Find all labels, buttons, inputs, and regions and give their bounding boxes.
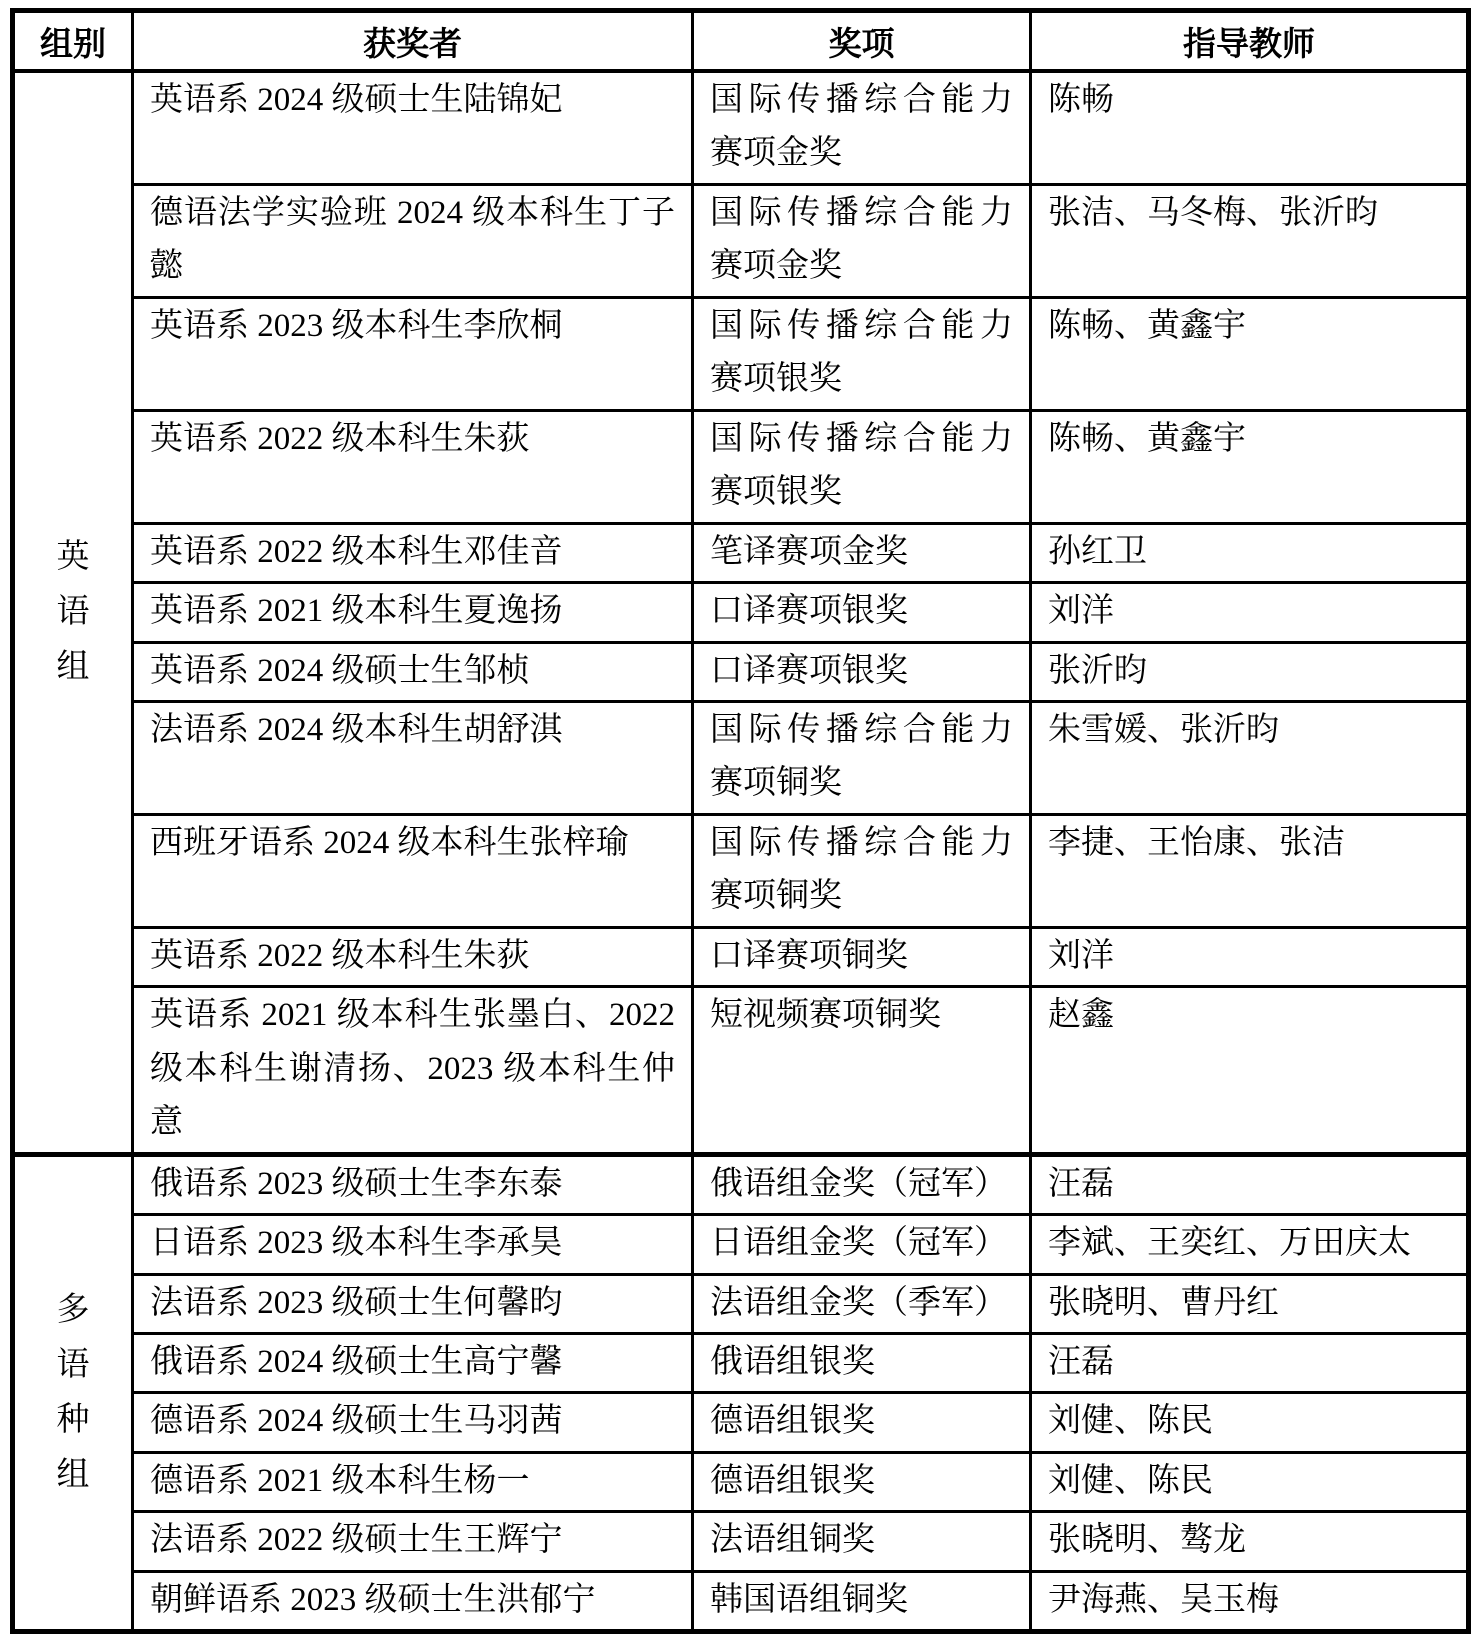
table-row xyxy=(13,583,1469,642)
teacher-cell: 张洁、马冬梅、张沂昀 xyxy=(1031,184,1469,297)
award-line: 赛项铜奖 xyxy=(710,765,842,802)
award-cell xyxy=(693,1393,1031,1452)
winner-cell: 德语法学实验班 2024 级本科生丁子懿 xyxy=(133,184,693,297)
winner-cell: 英语系 2021 级本科生张墨白、2022 级本科生谢清扬、2023 级本科生仲意 xyxy=(133,987,693,1154)
teacher-cell: 赵鑫 xyxy=(1031,987,1469,1154)
table-row xyxy=(13,1154,1469,1214)
award-line: 德语组银奖 xyxy=(710,1403,875,1440)
teacher-cell: 孙红卫 xyxy=(1031,523,1469,582)
teacher-cell: 李斌、王奕红、万田庆太 xyxy=(1031,1215,1469,1274)
award-cell xyxy=(693,1215,1031,1274)
winner-cell: 英语系 2023 级本科生李欣桐 xyxy=(133,297,693,410)
column-header-0: 组别 xyxy=(13,11,133,72)
winner-cell: 朝鲜语系 2023 级硕士生洪郁宁 xyxy=(133,1571,693,1631)
table-row xyxy=(13,297,1469,410)
winner-cell: 德语系 2021 级本科生杨一 xyxy=(133,1452,693,1511)
teacher-cell: 刘洋 xyxy=(1031,927,1469,986)
award-cell xyxy=(693,410,1031,523)
award-line: 国际传播综合能力 xyxy=(710,82,1013,118)
teacher-cell: 张晓明、曹丹红 xyxy=(1031,1274,1469,1333)
award-cell xyxy=(693,1512,1031,1571)
teacher-cell: 陈畅、黄鑫宇 xyxy=(1031,410,1469,523)
award-cell xyxy=(693,1452,1031,1511)
award-cell xyxy=(693,814,1031,927)
group-label-char: 英 xyxy=(56,538,90,575)
award-line: 赛项金奖 xyxy=(710,248,842,285)
table-header-row xyxy=(13,11,1469,72)
award-line: 俄语组银奖 xyxy=(710,1343,875,1380)
table-row xyxy=(13,987,1469,1154)
table-row xyxy=(13,410,1469,523)
table-row xyxy=(13,71,1469,184)
teacher-cell: 朱雪媛、张沂昀 xyxy=(1031,701,1469,814)
teacher-cell: 尹海燕、吴玉梅 xyxy=(1031,1571,1469,1631)
award-cell xyxy=(693,1571,1031,1631)
table-row xyxy=(13,814,1469,927)
teacher-cell: 刘健、陈民 xyxy=(1031,1452,1469,1511)
award-cell xyxy=(693,927,1031,986)
winner-cell: 法语系 2022 级硕士生王辉宁 xyxy=(133,1512,693,1571)
teacher-cell: 刘健、陈民 xyxy=(1031,1393,1469,1452)
table-row xyxy=(13,1215,1469,1274)
award-cell xyxy=(693,701,1031,814)
teacher-cell: 张沂昀 xyxy=(1031,642,1469,701)
winner-cell: 俄语系 2023 级硕士生李东泰 xyxy=(133,1154,693,1214)
table-row xyxy=(13,523,1469,582)
winner-cell: 法语系 2023 级硕士生何馨昀 xyxy=(133,1274,693,1333)
table-row xyxy=(13,1452,1469,1511)
award-line: 法语组金奖（季军） xyxy=(710,1284,1007,1321)
teacher-cell: 李捷、王怡康、张洁 xyxy=(1031,814,1469,927)
group-label-char: 语 xyxy=(56,593,90,630)
winner-cell: 西班牙语系 2024 级本科生张梓瑜 xyxy=(133,814,693,927)
winner-cell: 英语系 2022 级本科生朱荻 xyxy=(133,927,693,986)
group-label-cell xyxy=(13,1154,133,1632)
winner-cell: 英语系 2022 级本科生邓佳音 xyxy=(133,523,693,582)
table-row xyxy=(13,1571,1469,1631)
column-header-1: 获奖者 xyxy=(133,11,693,72)
award-line: 口译赛项银奖 xyxy=(710,593,908,630)
award-line: 赛项银奖 xyxy=(710,474,842,511)
winner-cell: 英语系 2024 级硕士生邹桢 xyxy=(133,642,693,701)
winner-cell: 俄语系 2024 级硕士生高宁馨 xyxy=(133,1333,693,1392)
award-line: 国际传播综合能力 xyxy=(710,824,1013,861)
teacher-cell: 汪磊 xyxy=(1031,1154,1469,1214)
group-label-char: 组 xyxy=(56,648,90,685)
award-cell xyxy=(693,184,1031,297)
table-row xyxy=(13,701,1469,814)
table-row xyxy=(13,1512,1469,1571)
group-label-char: 多 xyxy=(56,1291,90,1328)
winner-cell: 日语系 2023 级本科生李承昊 xyxy=(133,1215,693,1274)
table-row xyxy=(13,1274,1469,1333)
award-cell xyxy=(693,987,1031,1154)
winner-cell: 英语系 2021 级本科生夏逸扬 xyxy=(133,583,693,642)
award-line: 法语组铜奖 xyxy=(710,1522,875,1559)
teacher-cell: 张晓明、骜龙 xyxy=(1031,1512,1469,1571)
teacher-cell: 陈畅 xyxy=(1031,71,1469,184)
table-row xyxy=(13,1333,1469,1392)
teacher-cell: 汪磊 xyxy=(1031,1333,1469,1392)
group-label-char: 组 xyxy=(56,1457,90,1494)
award-cell xyxy=(693,297,1031,410)
award-line: 国际传播综合能力 xyxy=(710,420,1013,457)
award-line: 赛项铜奖 xyxy=(710,878,842,915)
award-line: 俄语组金奖（冠军） xyxy=(710,1165,1007,1202)
award-line: 笔译赛项金奖 xyxy=(710,533,908,570)
awards-table xyxy=(10,8,1471,1634)
winner-cell: 法语系 2024 级本科生胡舒淇 xyxy=(133,701,693,814)
teacher-cell: 刘洋 xyxy=(1031,583,1469,642)
column-header-2: 奖项 xyxy=(693,11,1031,72)
winner-cell: 德语系 2024 级硕士生马羽茜 xyxy=(133,1393,693,1452)
award-line: 短视频赛项铜奖 xyxy=(710,997,941,1034)
award-line: 国际传播综合能力 xyxy=(710,307,1013,344)
award-line: 口译赛项铜奖 xyxy=(710,937,908,974)
column-header-3: 指导教师 xyxy=(1031,11,1469,72)
award-cell xyxy=(693,1154,1031,1214)
award-line: 德语组银奖 xyxy=(710,1462,875,1499)
award-line: 韩国语组铜奖 xyxy=(710,1581,908,1618)
award-line: 日语组金奖（冠军） xyxy=(710,1225,1007,1262)
award-cell xyxy=(693,1274,1031,1333)
award-line: 国际传播综合能力 xyxy=(710,711,1013,748)
group-label-cell xyxy=(13,71,133,1154)
table-row xyxy=(13,642,1469,701)
award-cell xyxy=(693,523,1031,582)
award-line: 国际传播综合能力 xyxy=(710,194,1013,231)
table-row xyxy=(13,1393,1469,1452)
winner-cell: 英语系 2024 级硕士生陆锦妃 xyxy=(133,71,693,184)
table-row xyxy=(13,927,1469,986)
award-line: 赛项银奖 xyxy=(710,361,842,398)
award-cell xyxy=(693,583,1031,642)
group-label-char: 种 xyxy=(56,1401,90,1438)
award-cell xyxy=(693,71,1031,184)
award-cell xyxy=(693,1333,1031,1392)
teacher-cell: 陈畅、黄鑫宇 xyxy=(1031,297,1469,410)
group-label-char: 语 xyxy=(56,1346,90,1383)
award-line: 口译赛项银奖 xyxy=(710,652,908,689)
table-row xyxy=(13,184,1469,297)
award-cell xyxy=(693,642,1031,701)
award-line: 赛项金奖 xyxy=(710,135,842,172)
winner-cell: 英语系 2022 级本科生朱荻 xyxy=(133,410,693,523)
